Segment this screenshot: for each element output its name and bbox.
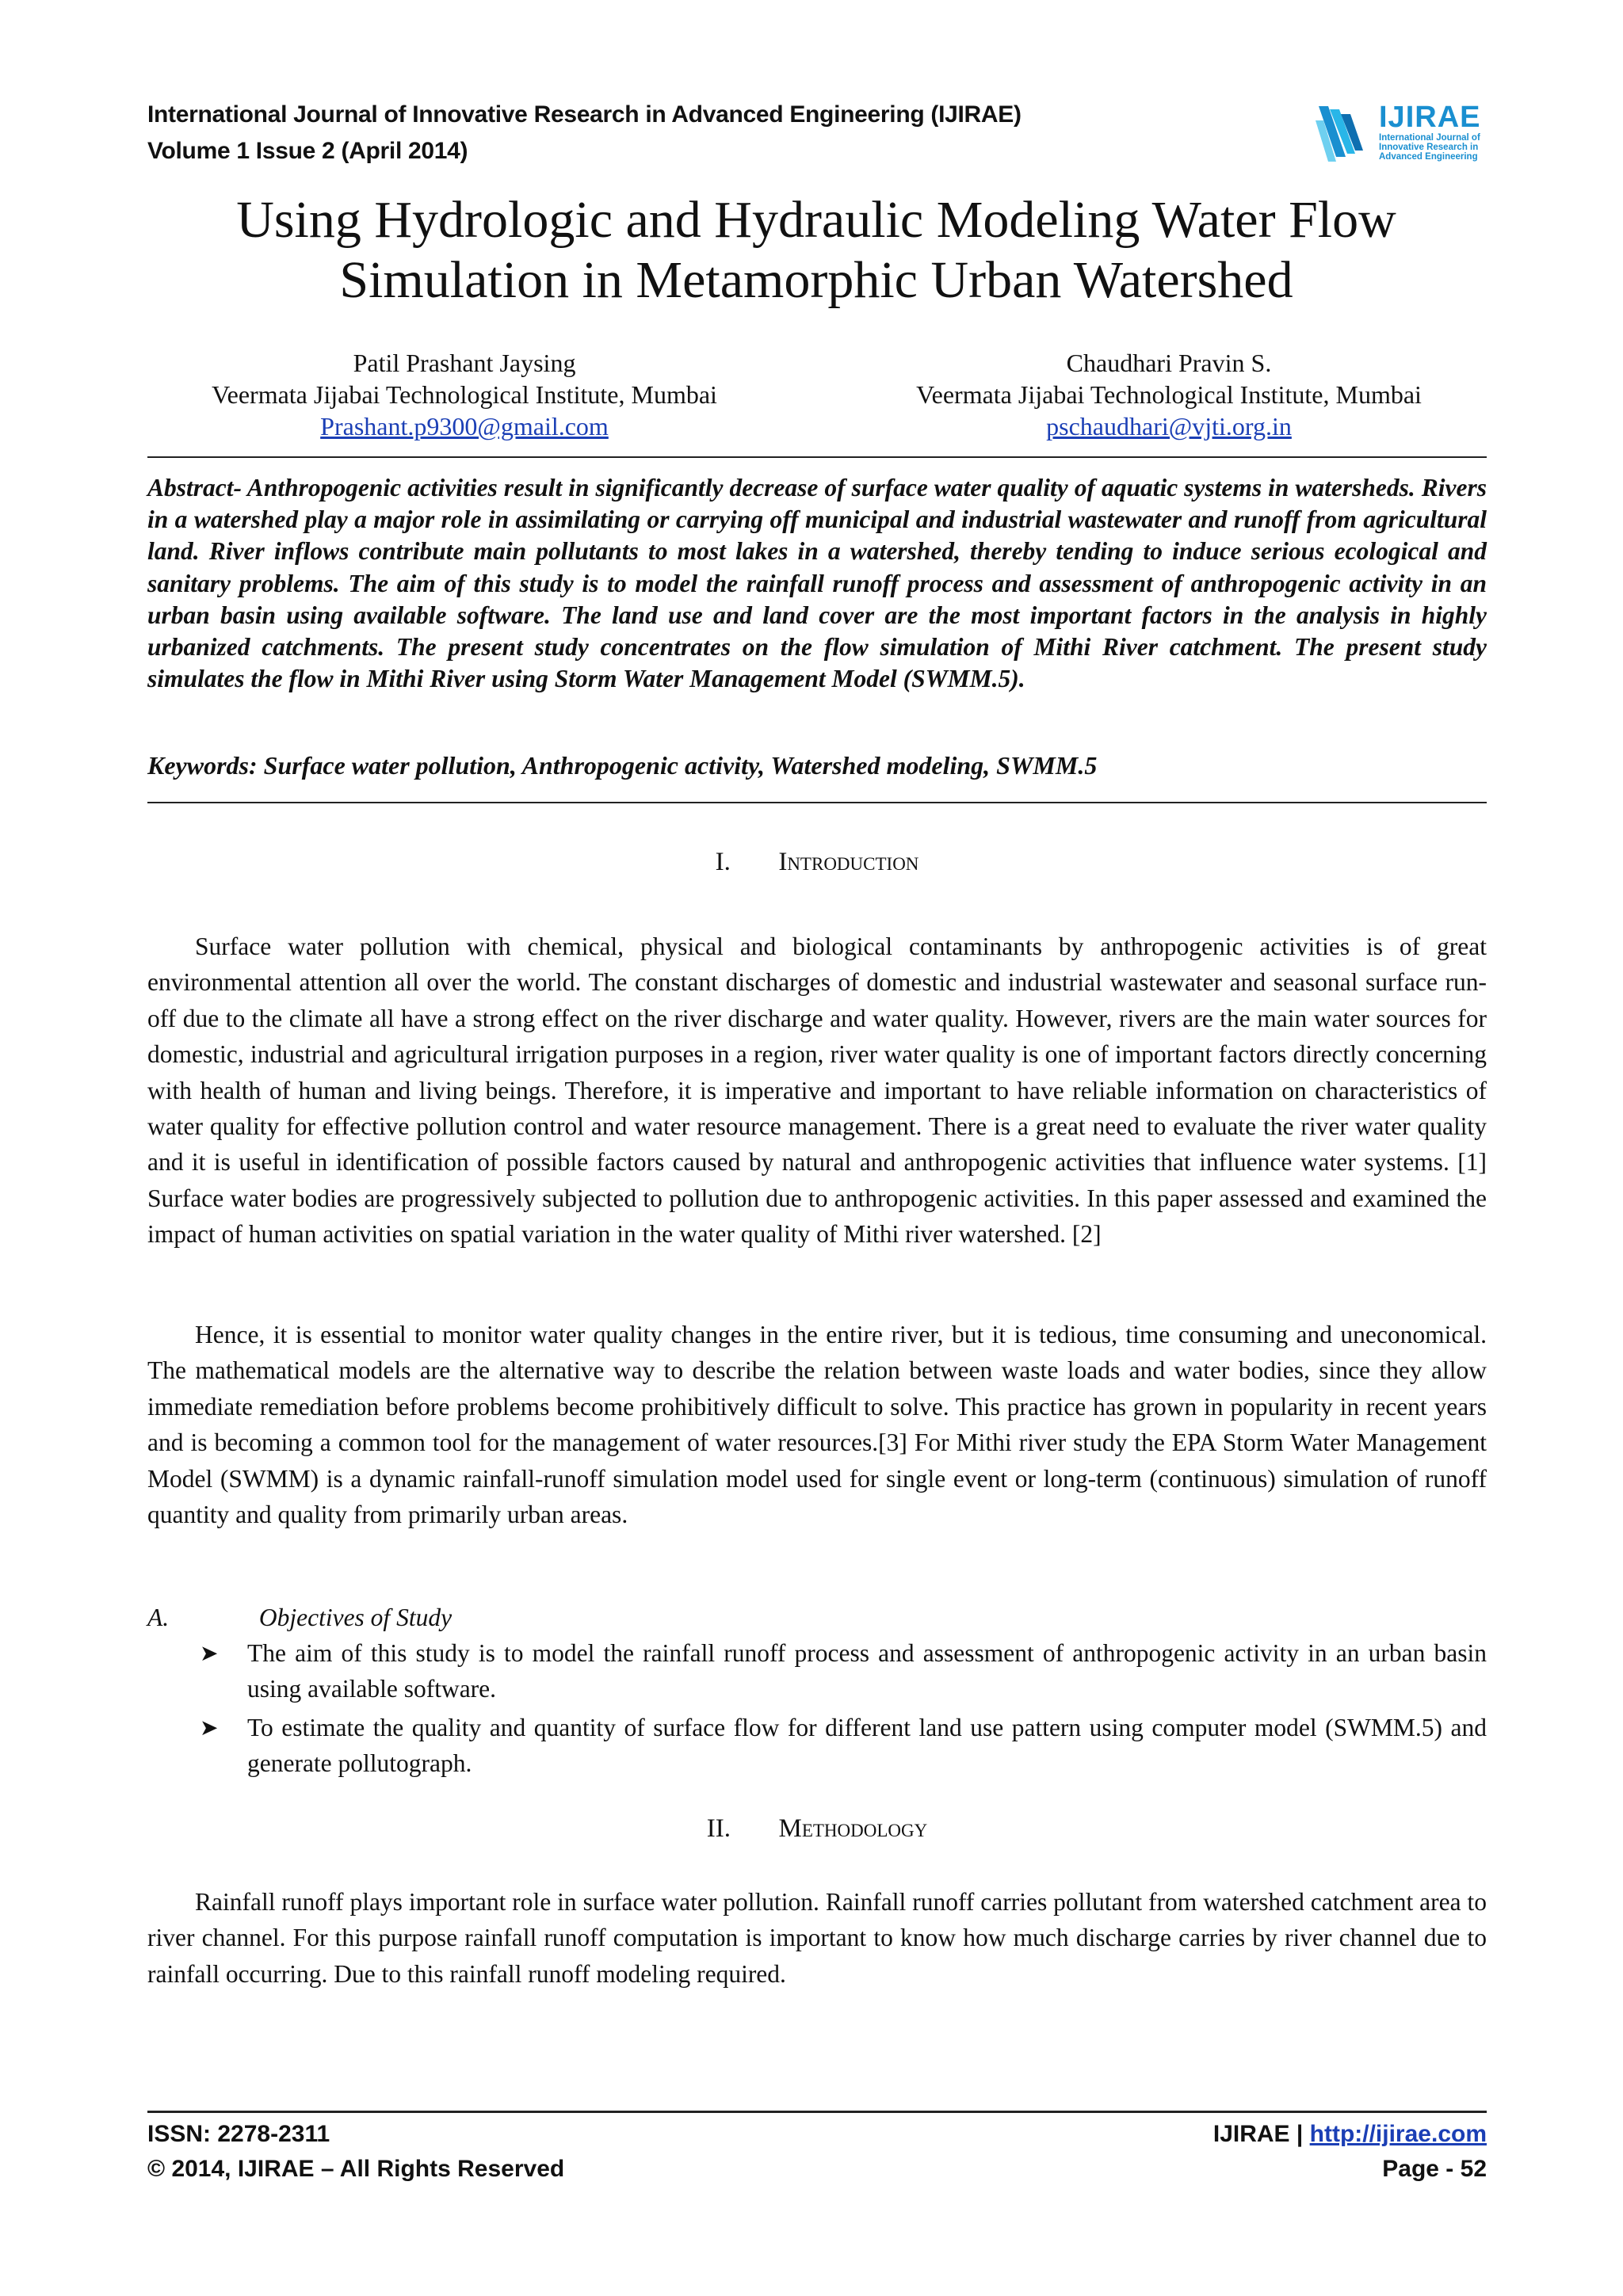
section-heading-methodology	[147, 1813, 1487, 1844]
footer-left	[147, 2117, 564, 2187]
header-divider	[147, 456, 1487, 458]
intro-paragraph-1: Surface water pollution with chemical, physical and biological contaminants by anthropogenic activities is of great environmental attention all over the world. The constant discharges of domestic and industrial wastewater and seasonal surface run-off due to the climate all have a strong effect on the river discharge and water quality. However, rivers are the main water sources for domestic, industrial and agricultural irrigation purposes in a region, river water quality is one of important factors directly concerning with health of human and living beings. Therefore, it is imperative and important to have reliable information on characteristics of water quality for effective pollution control and water resource management. There is a great need to evaluate the river water quality and it is useful in identification of possible factors caused by natural and anthropogenic activities that influence water systems. [1] Surface water bodies are progressively subjected to pollution due to anthropogenic activities. In this paper assessed and examined the impact of human activities on spatial variation in the water quality of Mithi river watershed. [2]	[147, 933, 1487, 1249]
section-title: Introduction	[778, 848, 919, 876]
abstract: Abstract- Anthropogenic activities result in significantly decrease of surface water quality of aquatic systems in watersheds. Rivers in a watershed play a major role in assimilating or carrying off municipal and industrial wastewater and runoff from agricultural land. River inflows contribute main pollutants to most lakes in a watershed, thereby tending to induce serious ecological and sanitary problems. The aim of this study is to model the rainfall runoff process and assessment of anthropogenic activity in an urban basin using available software. The land use and land cover are the most important factors in the analysis in highly urbanized catchments. The present study concentrates on the flow simulation of Mithi River catchment. The present study simulates the flow in Mithi River using Storm Water Management Model (SWMM.5).	[147, 474, 1487, 693]
subsection-label: A.	[147, 1604, 170, 1631]
intro-paragraph-2: Hence, it is essential to monitor water quality changes in the entire river, but it is tedious, time consuming and uneconomical. The mathematical models are the alternative way to describe the relation between waste loads and water bodies, since they allow immediate remediation before problems become prohibitively difficult to solve. This practice has grown in popularity in recent years and is becoming a common tool for the management of water resources.[3] For Mithi river study the EPA Storm Water Management Model (SWMM) is a dynamic rainfall-runoff simulation model used for single event or long-term (continuous) simulation of runoff quantity and quality from primarily urban areas.	[147, 1321, 1487, 1529]
author-affiliation: Veermata Jijabai Technological Institute, Mumbai	[916, 380, 1422, 409]
footer-page-number: Page - 52	[1382, 2156, 1487, 2182]
footer-journal	[1213, 2117, 1487, 2152]
author-name: Chaudhari Pravin S.	[1066, 349, 1272, 377]
arrow-bullet-icon: ➤	[200, 1640, 219, 1666]
journal-volume: Volume 1 Issue 2 (April 2014)	[147, 138, 468, 164]
journal-logo	[1316, 101, 1495, 168]
author-block-2	[840, 347, 1498, 442]
footer-copyright: © 2014, IJIRAE – All Rights Reserved	[147, 2156, 565, 2182]
footer-divider	[147, 2111, 1487, 2113]
footer-right	[1213, 2117, 1487, 2187]
journal-name: International Journal of Innovative Research in Advanced Engineering (IJIRAE)	[147, 101, 1022, 128]
author-affiliation: Veermata Jijabai Technological Institute, Mumbai	[212, 380, 717, 409]
author-name: Patil Prashant Jaysing	[353, 349, 576, 377]
section-number: I.	[715, 848, 731, 876]
footer-journal-name: IJIRAE |	[1212, 2121, 1310, 2147]
title-line-2: Simulation in Metamorphic Urban Watershed	[339, 251, 1293, 309]
objectives-heading	[147, 1600, 452, 1635]
journal-header	[147, 97, 1257, 170]
logo-mark-icon	[1316, 101, 1376, 168]
author-block-1	[147, 347, 781, 442]
subsection-title: Objectives of Study	[258, 1604, 453, 1631]
footer-url-link[interactable]: http://ijirae.com	[1309, 2121, 1487, 2147]
paper-title	[147, 190, 1485, 311]
author-email-link[interactable]: pschaudhari@vjti.org.in	[1046, 412, 1292, 441]
keywords: Keywords: Surface water pollution, Anthropogenic activity, Watershed modeling, SWMM.5	[147, 751, 1098, 780]
section-heading-introduction	[147, 846, 1487, 878]
section-number: II.	[706, 1814, 731, 1843]
list-item-text: To estimate the quality and quantity of surface flow for different land use pattern using computer model (SWMM.5) and generate pollutograph.	[247, 1714, 1487, 1777]
footer-issn: ISSN: 2278-2311	[147, 2121, 330, 2147]
arrow-bullet-icon: ➤	[200, 1714, 219, 1741]
logo-tagline: International Journal of Innovative Research in Advanced Engineering	[1379, 133, 1480, 162]
abstract-divider	[147, 802, 1487, 803]
author-email-link[interactable]: Prashant.p9300@gmail.com	[320, 412, 609, 441]
section-title: Methodology	[778, 1814, 928, 1843]
logo-wordmark: IJIRAE	[1379, 101, 1481, 134]
list-item-text: The aim of this study is to model the rainfall runoff process and assessment of anthropogenic activity in an urban basin using available software.	[247, 1639, 1487, 1703]
title-line-1: Using Hydrologic and Hydraulic Modeling Water Flow	[236, 191, 1396, 249]
list-item	[200, 1635, 1487, 1707]
list-item	[200, 1710, 1487, 1781]
methodology-paragraph: Rainfall runoff plays important role in surface water pollution. Rainfall runoff carries pollutant from watershed catchment area to river channel. For this purpose rainfall runoff computation is important to know how much discharge carries by river channel due to rainfall occurring. Due to this rainfall runoff modeling required.	[147, 1888, 1487, 1988]
